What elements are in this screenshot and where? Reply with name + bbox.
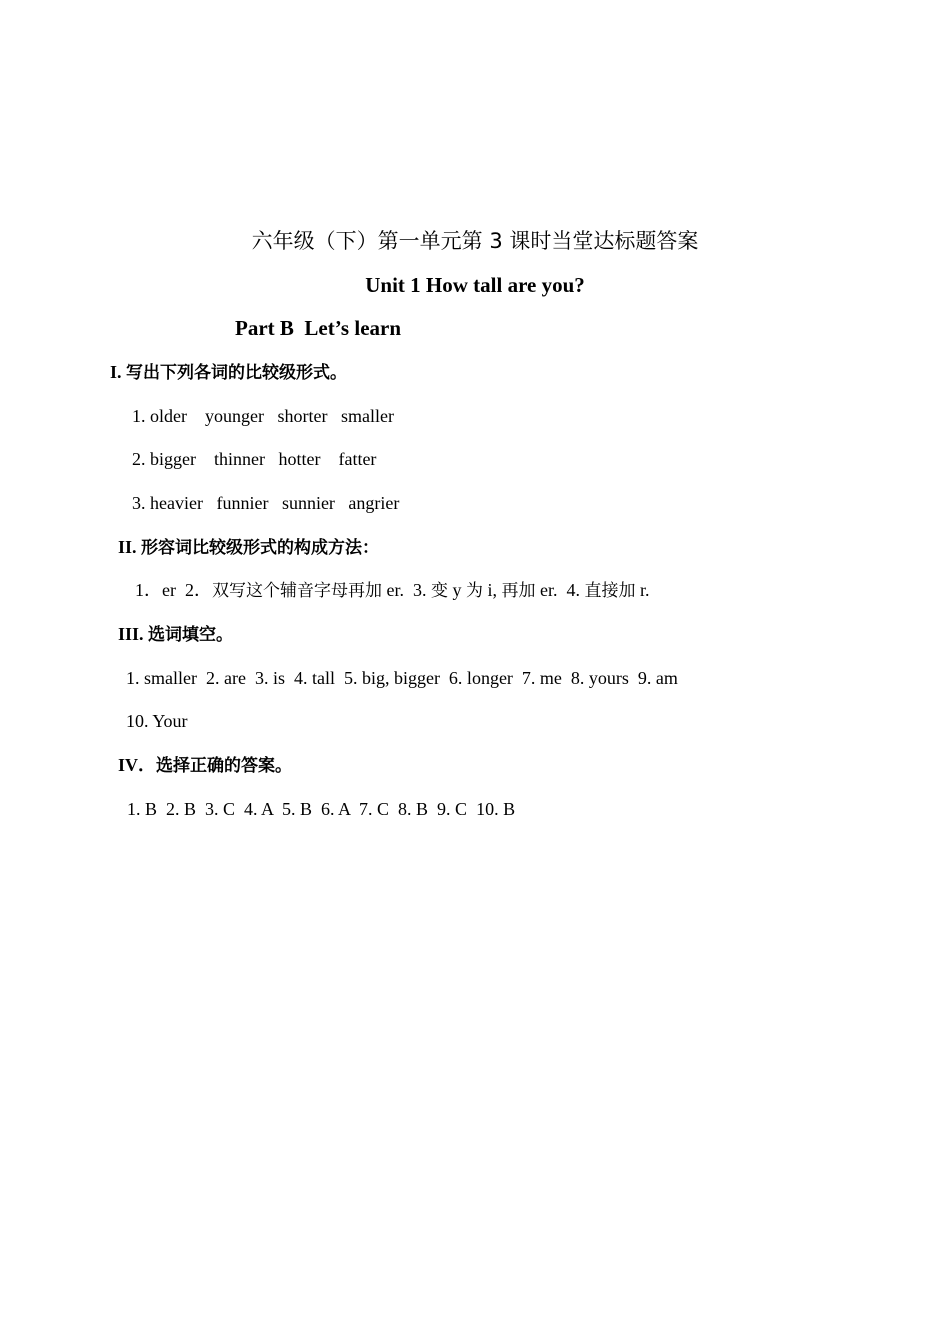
- section-1-number: I.: [110, 362, 127, 382]
- answer-fragment: er. 3.: [381, 580, 431, 600]
- section-2-answer-line: [135, 578, 650, 603]
- section-1-answer-line-2: 2. bigger thinner hotter fatter: [132, 449, 377, 469]
- section-4-title: 选择正确的答案。: [156, 756, 293, 776]
- document-title: 六年级（下）第一单元第 3 课时当堂达标题答案: [251, 229, 699, 253]
- section-1-heading: [110, 360, 347, 385]
- answer-fragment: 再加: [501, 581, 536, 601]
- section-3-title: 选词填空。: [148, 625, 234, 645]
- answer-fragment: y: [447, 580, 466, 600]
- answer-fragment: r.: [635, 580, 650, 600]
- answer-fragment: 直接加: [584, 581, 636, 601]
- section-4-heading: [118, 753, 292, 778]
- section-1-answer-line-3: 3. heavier funnier sunnier angrier: [132, 493, 400, 513]
- answer-fragment: 为: [465, 581, 483, 601]
- answer-fragment: i,: [482, 580, 502, 600]
- section-1-answer-line-1: 1. older younger shorter smaller: [132, 406, 394, 426]
- part-title: Part B Let’s learn: [235, 316, 402, 340]
- section-4-answer-line: 1. B 2. B 3. C 4. A 5. B 6. A 7. C 8. B 9. C 10. B: [127, 799, 516, 819]
- answer-fragment: er. 4.: [535, 580, 585, 600]
- section-4-number: IV．: [118, 755, 157, 775]
- section-2-heading: [118, 535, 379, 560]
- section-3-answer-line-1: 1. smaller 2. are 3. is 4. tall 5. big, bigger 6. longer 7. me 8. yours 9. am: [126, 668, 678, 688]
- answer-fragment: 1．er 2．: [135, 580, 212, 600]
- section-1-title: 写出下列各词的比较级形式。: [126, 363, 348, 383]
- section-3-number: III.: [118, 624, 149, 644]
- section-2-title: 形容词比较级形式的构成方法：: [141, 538, 380, 558]
- answer-fragment: 变: [430, 581, 448, 601]
- section-2-number: II.: [118, 537, 142, 557]
- section-3-answer-line-2: 10. Your: [126, 711, 188, 731]
- answer-fragment: 双写这个辅音字母再加: [211, 581, 382, 601]
- section-3-heading: [118, 622, 233, 647]
- unit-title: Unit 1 How tall are you?: [365, 273, 585, 297]
